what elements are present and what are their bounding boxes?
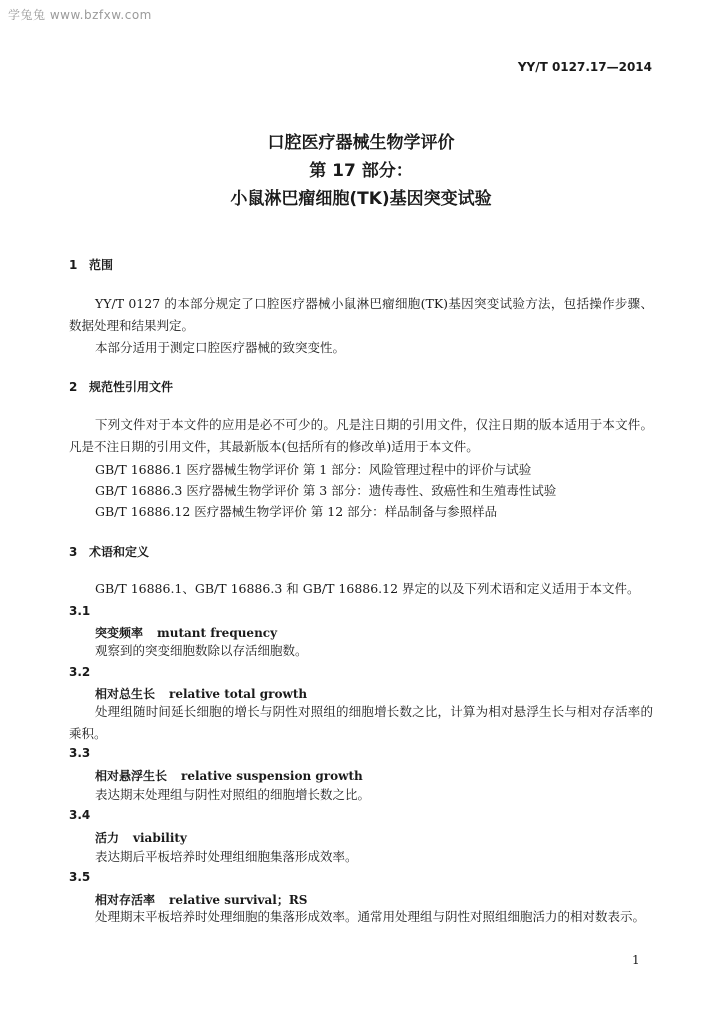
reference-item: GB/T 16886.3 医疗器械生物学评价 第 3 部分：遗传毒性、致癌性和生殖毒性试验 — [95, 483, 557, 498]
section-title: 规范性引用文件 — [89, 380, 174, 394]
term-zh: 相对存活率 — [95, 893, 156, 907]
clause-number: 3.3 — [69, 746, 91, 760]
section-3-intro: GB/T 16886.1、GB/T 16886.3 和 GB/T 16886.12 界定的以及下列术语和定义适用于本文件。 — [95, 581, 640, 596]
term-en: relative total growth — [169, 687, 308, 701]
section-number: 2 — [69, 380, 78, 394]
section-title: 术语和定义 — [89, 545, 150, 559]
term-en: relative survival；RS — [169, 893, 308, 907]
watermark: 学兔兔 www.bzfxw.com — [8, 8, 152, 22]
term-heading — [95, 829, 187, 846]
title-line-2: 第 17 部分： — [309, 161, 413, 181]
clause-number: 3.2 — [69, 665, 91, 679]
title-line-1: 口腔医疗器械生物学评价 — [267, 133, 455, 153]
section-number: 3 — [69, 545, 78, 559]
section-3-heading — [69, 543, 149, 560]
standard-number: YY/T 0127.17—2014 — [517, 60, 652, 74]
term-definition: 表达期末处理组与阴性对照组的细胞增长数之比。 — [95, 787, 371, 802]
term-definition: 处理期末平板培养时处理细胞的集落形成效率。通常用处理组与阴性对照组细胞活力的相对数表示。 — [95, 909, 646, 924]
term-heading — [95, 767, 363, 784]
term-zh: 相对总生长 — [95, 687, 156, 701]
section-1-paragraph-2: 本部分适用于测定口腔医疗器械的致突变性。 — [95, 340, 346, 355]
title-line-3: 小鼠淋巴瘤细胞(TK)基因突变试验 — [230, 189, 492, 209]
clause-number: 3.1 — [69, 604, 91, 618]
term-definition: 处理组随时间延长细胞的增长与阴性对照组的细胞增长数之比，计算为相对悬浮生长与相对存活率的乘积。 — [69, 704, 653, 741]
section-1-paragraph-1: YY/T 0127 的本部分规定了口腔医疗器械小鼠淋巴瘤细胞(TK)基因突变试验方法，包括操作步骤、数据处理和结果判定。 — [69, 296, 653, 333]
term-heading — [95, 685, 307, 702]
section-2-heading — [69, 378, 173, 395]
term-en: mutant frequency — [157, 626, 278, 640]
term-zh: 突变频率 — [95, 626, 144, 640]
clause-number: 3.4 — [69, 808, 91, 822]
section-2-paragraph-1: 下列文件对于本文件的应用是必不可少的。凡是注日期的引用文件，仅注日期的版本适用于本文件。凡是不注日期的引用文件，其最新版本(包括所有的修改单)适用于本文件。 — [69, 417, 653, 454]
term-definition: 观察到的突变细胞数除以存活细胞数。 — [95, 643, 308, 658]
term-zh: 活力 — [95, 831, 120, 845]
clause-number: 3.5 — [69, 870, 91, 884]
page-number: 1 — [632, 953, 640, 967]
reference-item: GB/T 16886.12 医疗器械生物学评价 第 12 部分：样品制备与参照样品 — [95, 504, 498, 519]
term-heading — [95, 624, 277, 641]
term-zh: 相对悬浮生长 — [95, 769, 168, 783]
section-number: 1 — [69, 258, 78, 272]
term-en: relative suspension growth — [181, 769, 363, 783]
section-1-heading — [69, 256, 113, 273]
term-definition: 表达期后平板培养时处理组细胞集落形成效率。 — [95, 849, 358, 864]
reference-item: GB/T 16886.1 医疗器械生物学评价 第 1 部分：风险管理过程中的评价与试验 — [95, 462, 532, 477]
section-title: 范围 — [89, 258, 114, 272]
term-en: viability — [133, 831, 187, 845]
